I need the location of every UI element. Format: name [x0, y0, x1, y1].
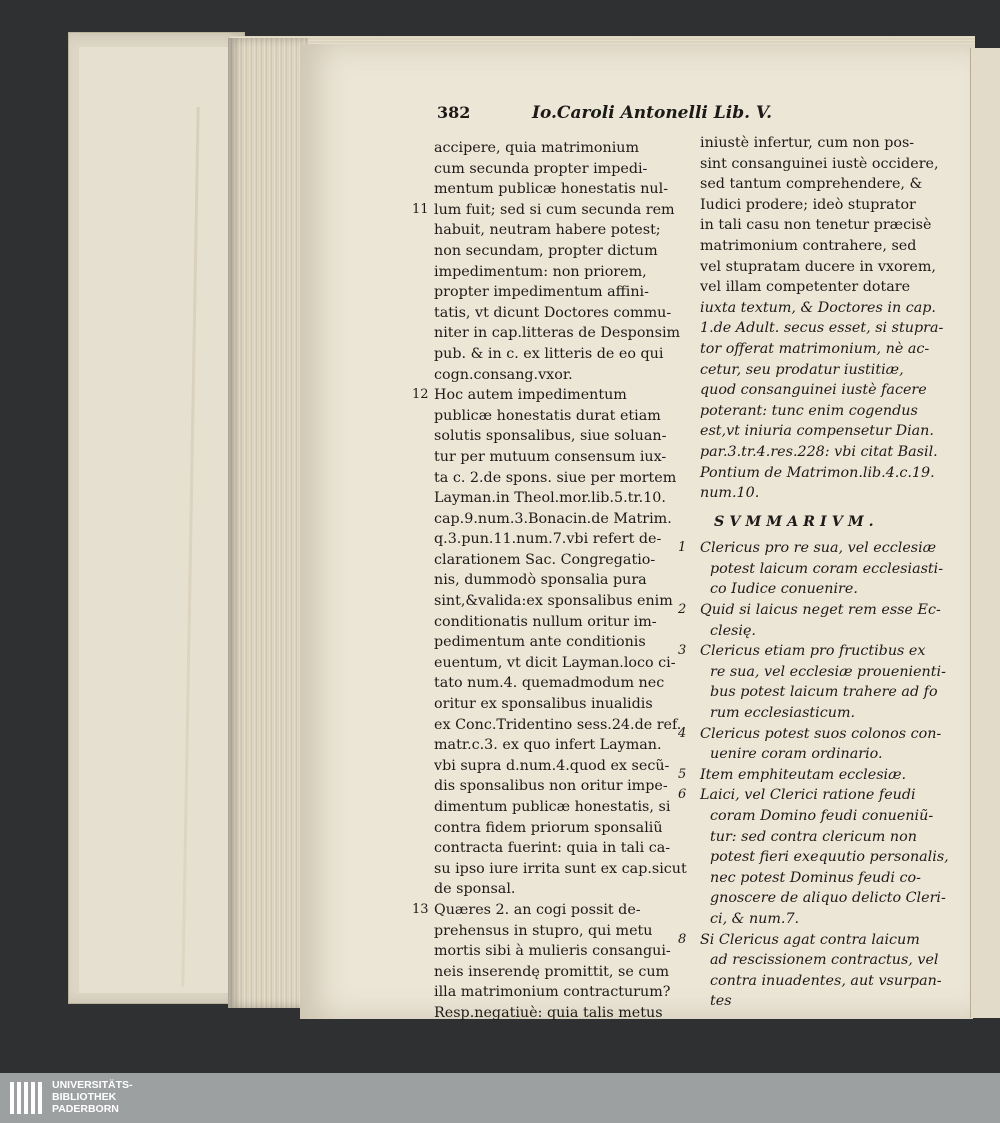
summary-item-line [700, 909, 955, 930]
line-text: potest laicum coram ecclesiasti- [710, 560, 944, 577]
text-line [434, 838, 684, 859]
margin-number: 1 [678, 540, 687, 556]
text-line [434, 220, 684, 241]
text-line [434, 591, 684, 612]
text-line [434, 612, 684, 633]
line-text: ci, & num.7. [710, 910, 800, 927]
margin-number: 11 [412, 201, 429, 217]
text-line [700, 483, 955, 504]
text-line [700, 215, 955, 236]
text-line [434, 303, 684, 324]
text-line [434, 570, 684, 591]
text-line [434, 653, 684, 674]
summary-item-line [700, 868, 955, 889]
line-text: propter impedimentum affini- [434, 284, 649, 301]
page-stack-edges [228, 38, 308, 1008]
summary-item [678, 930, 955, 951]
line-text: Iudici prodere; ideò stuprator [700, 196, 916, 213]
left-text-column [412, 138, 687, 1024]
line-text: est,vt iniuria compensetur Dian. [700, 423, 934, 440]
text-line [700, 154, 955, 175]
summary-item-line [700, 888, 955, 909]
line-text: accipere, quia matrimonium [434, 140, 640, 156]
margin-number: 8 [678, 931, 687, 947]
line-text: clarationem Sac. Congregatio- [434, 551, 656, 568]
line-text: mortis sibi à mulieris consangui- [434, 943, 671, 960]
line-text: Clericus potest suos colonos con- [700, 725, 942, 742]
text-line [434, 468, 684, 489]
line-text: matrimonium contrahere, sed [700, 237, 917, 254]
margin-number: 6 [678, 787, 687, 803]
summary-item-line [700, 847, 955, 868]
logo-line: BIBLIOTHEK [52, 1091, 117, 1103]
library-logo-text [52, 1079, 133, 1115]
line-text: poterant: tunc enim cogendus [700, 402, 918, 419]
text-line [700, 298, 955, 319]
line-text: non secundam, propter dictum [434, 242, 658, 259]
line-text: pub. & in c. ex litteris de eo qui [434, 345, 664, 362]
text-line [700, 421, 955, 442]
library-logo-icon [10, 1082, 46, 1114]
line-text: mentum publicæ honestatis nul- [434, 181, 669, 198]
line-text: contra fidem priorum sponsaliũ [434, 819, 663, 836]
text-line [700, 401, 955, 422]
line-text: solutis sponsalibus, siue soluan- [434, 428, 667, 445]
line-text: nec potest Dominus feudi co- [710, 869, 921, 886]
line-text: euentum, vt dicit Layman.loco ci- [434, 654, 676, 671]
line-text: habuit, neutram habere potest; [434, 222, 661, 239]
summary-item [678, 538, 955, 559]
line-text: Clericus pro re sua, vel ecclesiæ [700, 540, 937, 557]
line-text: vel illam competenter dotare [700, 279, 911, 296]
logo-line: UNIVERSITÄTS- [52, 1079, 133, 1091]
line-text: Laici, vel Clerici ratione feudi [700, 787, 916, 804]
summary-heading: SVMMARIVM. [714, 513, 879, 530]
summary-item-line [700, 827, 955, 848]
line-text: q.3.pun.11.num.7.vbi refert de- [434, 531, 662, 548]
margin-number: 4 [678, 725, 687, 741]
endpaper [79, 47, 234, 993]
line-text: num.10. [700, 485, 760, 502]
text-line [434, 282, 684, 303]
summary-item-line [700, 559, 955, 580]
text-line [700, 133, 955, 154]
line-text: dis sponsalibus non oritur impe- [434, 778, 668, 795]
line-text: par.3.tr.4.res.228: vbi citat Basil. [700, 443, 938, 460]
line-text: gnoscere de aliquo delicto Cleri- [710, 890, 946, 907]
text-line [434, 735, 684, 756]
line-text: tor offerat matrimonium, nè ac- [700, 340, 930, 357]
summary-item-line [700, 991, 955, 1012]
line-text: co Iudice conuenire. [710, 581, 858, 598]
text-line [700, 360, 955, 381]
line-text: vbi supra d.num.4.quod ex secũ- [434, 757, 670, 774]
text-line [700, 318, 955, 339]
margin-number: 3 [678, 643, 687, 659]
summary-item [678, 765, 955, 786]
text-line [434, 921, 684, 942]
text-line [434, 962, 684, 983]
line-text: conditionatis nullum oritur im- [434, 613, 657, 630]
summary-item [678, 600, 955, 621]
summary-item-line [700, 682, 955, 703]
summary-item [678, 785, 955, 806]
line-text: Hoc autem impedimentum [434, 387, 627, 404]
line-text: oritur ex sponsalibus inualidis [434, 696, 653, 713]
line-text: cap.9.num.3.Bonacin.de Matrim. [434, 510, 672, 527]
text-line [700, 195, 955, 216]
text-line [700, 236, 955, 257]
text-line [434, 365, 684, 386]
margin-number: 12 [412, 387, 429, 403]
line-text: impedimentum: non priorem, [434, 263, 647, 280]
text-line [412, 385, 684, 406]
line-text: matr.c.3. ex quo infert Layman. [434, 737, 662, 754]
line-text: vel stupratam ducere in vxorem, [700, 258, 936, 275]
text-line [434, 550, 684, 571]
text-line [434, 179, 684, 200]
line-text: in tali casu non tenetur præcisè [700, 217, 932, 234]
line-text: tur: sed contra clericum non [710, 828, 917, 845]
text-line [412, 900, 684, 921]
text-line [434, 323, 684, 344]
text-line [434, 756, 684, 777]
margin-number: 2 [678, 602, 687, 618]
text-line [700, 339, 955, 360]
text-line [412, 200, 684, 221]
line-text: dimentum publicæ honestatis, si [434, 799, 671, 815]
book-cover-board [68, 32, 245, 1004]
line-text: pedimentum ante conditionis [434, 634, 646, 651]
line-text: bus potest laicum trahere ad fo [710, 684, 938, 701]
text-line [434, 797, 684, 818]
text-line [434, 426, 684, 447]
line-text: re sua, vel ecclesiæ prouenienti- [710, 663, 946, 680]
summary-item-line [700, 971, 955, 992]
line-text: Resp.negatiuè: quia talis metus [434, 1004, 663, 1021]
summary-item-line [700, 662, 955, 683]
text-line [434, 982, 684, 1003]
text-line [434, 509, 684, 530]
line-text: contracta fuerint: quia in tali ca- [434, 840, 671, 857]
text-line [434, 447, 684, 468]
text-line [434, 488, 684, 509]
line-text: de sponsal. [434, 881, 516, 898]
line-text: rum ecclesiasticum. [710, 705, 856, 722]
summary-item-line [700, 806, 955, 827]
line-text: Item emphiteutam ecclesiæ. [700, 766, 907, 783]
text-line [434, 138, 684, 159]
summary-item-line [700, 703, 955, 724]
line-text: 1.de Adult. secus esset, si stupra- [700, 320, 944, 337]
line-text: tes [710, 993, 732, 1010]
line-text: contra inuadentes, aut vsurpan- [710, 972, 942, 989]
margin-number: 13 [412, 901, 429, 917]
line-text: nis, dummodò sponsalia pura [434, 572, 647, 589]
text-line [700, 442, 955, 463]
text-line [434, 529, 684, 550]
line-text: iuxta textum, & Doctores in cap. [700, 299, 936, 316]
line-text: prehensus in stupro, qui metu [434, 922, 653, 939]
library-footer [0, 1073, 1000, 1123]
text-line [434, 406, 684, 427]
line-text: illa matrimonium contracturum? [434, 984, 671, 1001]
line-text: quod consanguinei iustè facere [700, 382, 927, 399]
line-text: cogn.consang.vxor. [434, 366, 573, 383]
line-text: ad rescissionem contractus, vel [710, 952, 939, 969]
text-line [700, 380, 955, 401]
text-line [700, 463, 955, 484]
text-line [434, 344, 684, 365]
line-text: publicæ honestatis durat etiam [434, 407, 661, 424]
text-line [434, 632, 684, 653]
text-line [434, 859, 687, 880]
line-text: su ipso iure irrita sunt ex cap.sicut [434, 860, 687, 877]
line-text: Si Clericus agat contra laicum [700, 931, 920, 948]
line-text: clesię. [710, 622, 756, 639]
line-text: niter in cap.litteras de Desponsim [434, 325, 681, 342]
text-line [434, 673, 684, 694]
logo-line: PADERBORN [52, 1103, 119, 1115]
line-text: neis inserendę promittit, se cum [434, 963, 670, 980]
text-line [434, 818, 684, 839]
text-line [700, 174, 955, 195]
running-title: Io.Caroli Antonelli Lib. V. [532, 103, 773, 123]
summary-item [678, 641, 955, 662]
line-text: ex Conc.Tridentino sess.24.de ref. [434, 716, 682, 733]
line-text: Layman.in Theol.mor.lib.5.tr.10. [434, 490, 666, 507]
line-text: cum secunda propter impedi- [434, 160, 648, 177]
summary-item-line [700, 621, 955, 642]
next-leaf-edge [970, 48, 1000, 1018]
text-line [434, 1003, 684, 1024]
text-line [434, 879, 684, 900]
text-line [434, 694, 684, 715]
line-text: cetur, seu prodatur iustitiæ, [700, 361, 904, 378]
line-text: tatis, vt dicunt Doctores commu- [434, 304, 672, 321]
text-line [434, 241, 684, 262]
line-text: ta c. 2.de spons. siue per mortem [434, 469, 677, 486]
line-text: coram Domino feudi conueniũ- [710, 808, 934, 824]
text-line [434, 262, 684, 283]
line-text: tur per mutuum consensum iux- [434, 448, 667, 465]
line-text: sint consanguinei iustè occidere, [700, 155, 939, 172]
summary-item-line [700, 744, 955, 765]
line-text: Clericus etiam pro fructibus ex [700, 643, 926, 660]
page-number: 382 [437, 103, 471, 122]
text-line [434, 776, 684, 797]
text-line [434, 941, 684, 962]
line-text: lum fuit; sed si cum secunda rem [434, 201, 675, 218]
summary-item [678, 724, 955, 745]
line-text: Quæres 2. an cogi possit de- [434, 901, 641, 918]
line-text: iniustè infertur, cum non pos- [700, 135, 915, 151]
line-text: tato num.4. quemadmodum nec [434, 675, 665, 692]
margin-number: 5 [678, 766, 687, 782]
line-text: sint,&valida:ex sponsalibus enim [434, 593, 673, 610]
line-text: sed tantum comprehendere, & [700, 176, 923, 193]
line-text: potest fieri exequutio personalis, [710, 849, 949, 866]
summary-item-line [700, 950, 955, 971]
right-text-column [678, 133, 955, 1012]
text-line [700, 277, 955, 298]
summary-item-line [700, 579, 955, 600]
line-text: Pontium de Matrimon.lib.4.c.19. [700, 464, 935, 481]
line-text: uenire coram ordinario. [710, 746, 883, 763]
text-line [434, 159, 684, 180]
line-text: Quid si laicus neget rem esse Ec- [700, 602, 941, 619]
text-line [700, 257, 955, 278]
text-line [434, 715, 684, 736]
